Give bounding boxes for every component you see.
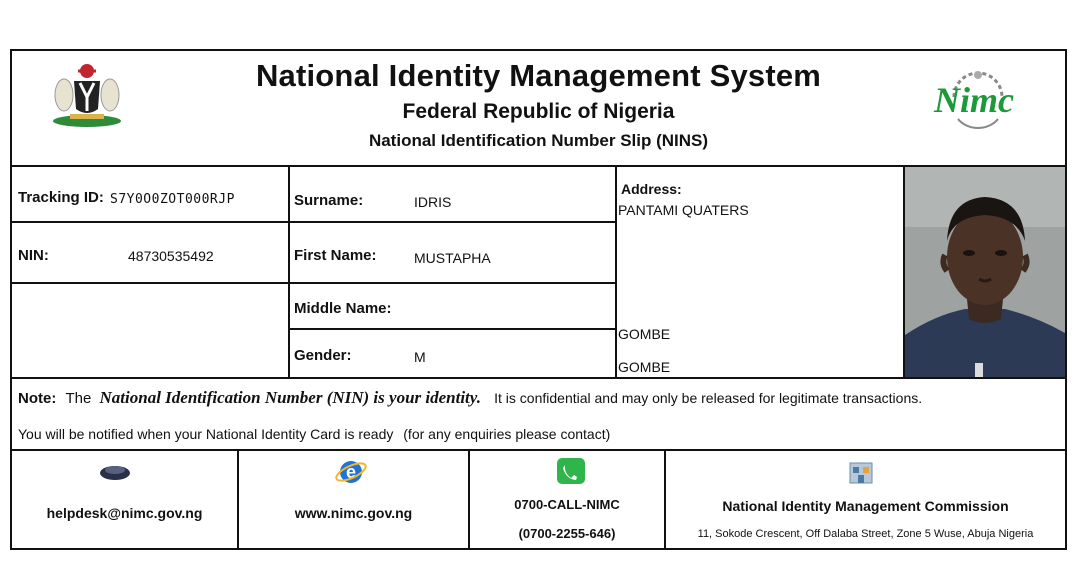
surname-value: IDRIS xyxy=(414,194,452,210)
note-emphasis: National Identification Number (NIN) is your identity. xyxy=(99,388,481,407)
tracking-id-value: S7Y0O0ZOT000RJP xyxy=(110,192,235,207)
nin-value: 48730535492 xyxy=(128,248,214,264)
nimc-logo-text: Nimc xyxy=(934,80,1014,120)
note-contact: (for any enquiries please contact) xyxy=(403,426,611,442)
nimc-logo xyxy=(930,61,1030,131)
address-label: Address: xyxy=(621,181,682,197)
note-the: The xyxy=(65,390,92,407)
note-rest: It is confidential and may only be released for legitimate transactions. xyxy=(494,390,923,406)
address-state: GOMBE xyxy=(618,359,671,375)
phone-line-2: (0700-2255-646) xyxy=(518,526,616,541)
org-address: 11, Sokode Crescent, Off Dalaba Street, Zone 5 Wuse, Abuja Nigeria xyxy=(697,528,1034,540)
org-name: National Identity Management Commission xyxy=(722,498,1009,514)
gender-label: Gender: xyxy=(294,347,352,364)
slip-name: National Identification Number Slip (NINS) xyxy=(368,131,709,150)
tracking-id-label: Tracking ID: xyxy=(18,189,104,206)
nin-label: NIN: xyxy=(18,247,49,264)
helpdesk-email[interactable]: helpdesk@nimc.gov.ng xyxy=(46,505,203,521)
address-lga: GOMBE xyxy=(618,326,671,342)
phone-icon xyxy=(556,457,586,485)
address-line1: PANTAMI QUATERS xyxy=(618,202,749,218)
svg-text:e: e xyxy=(345,462,357,482)
country-subtitle: Federal Republic of Nigeria xyxy=(402,100,675,123)
internet-explorer-icon xyxy=(334,457,368,487)
middle-name-label: Middle Name: xyxy=(294,300,392,317)
phone-line-1: 0700-CALL-NIMC xyxy=(514,497,620,512)
first-name-label: First Name: xyxy=(294,247,377,264)
page-title: National Identity Management System xyxy=(255,58,822,93)
holder-photo xyxy=(905,167,1065,377)
note-line-1 xyxy=(18,388,922,408)
note-card-ready: You will be notified when your National Identity Card is ready xyxy=(18,426,394,442)
building-icon xyxy=(848,459,874,485)
gender-value: M xyxy=(414,349,426,365)
mouse-icon xyxy=(98,461,132,481)
website-link[interactable]: www.nimc.gov.ng xyxy=(294,505,413,521)
note-prefix: Note: xyxy=(18,390,57,407)
first-name-value: MUSTAPHA xyxy=(414,250,491,266)
nin-slip xyxy=(10,49,1067,550)
surname-label: Surname: xyxy=(294,192,364,209)
note-line-2 xyxy=(18,426,610,442)
